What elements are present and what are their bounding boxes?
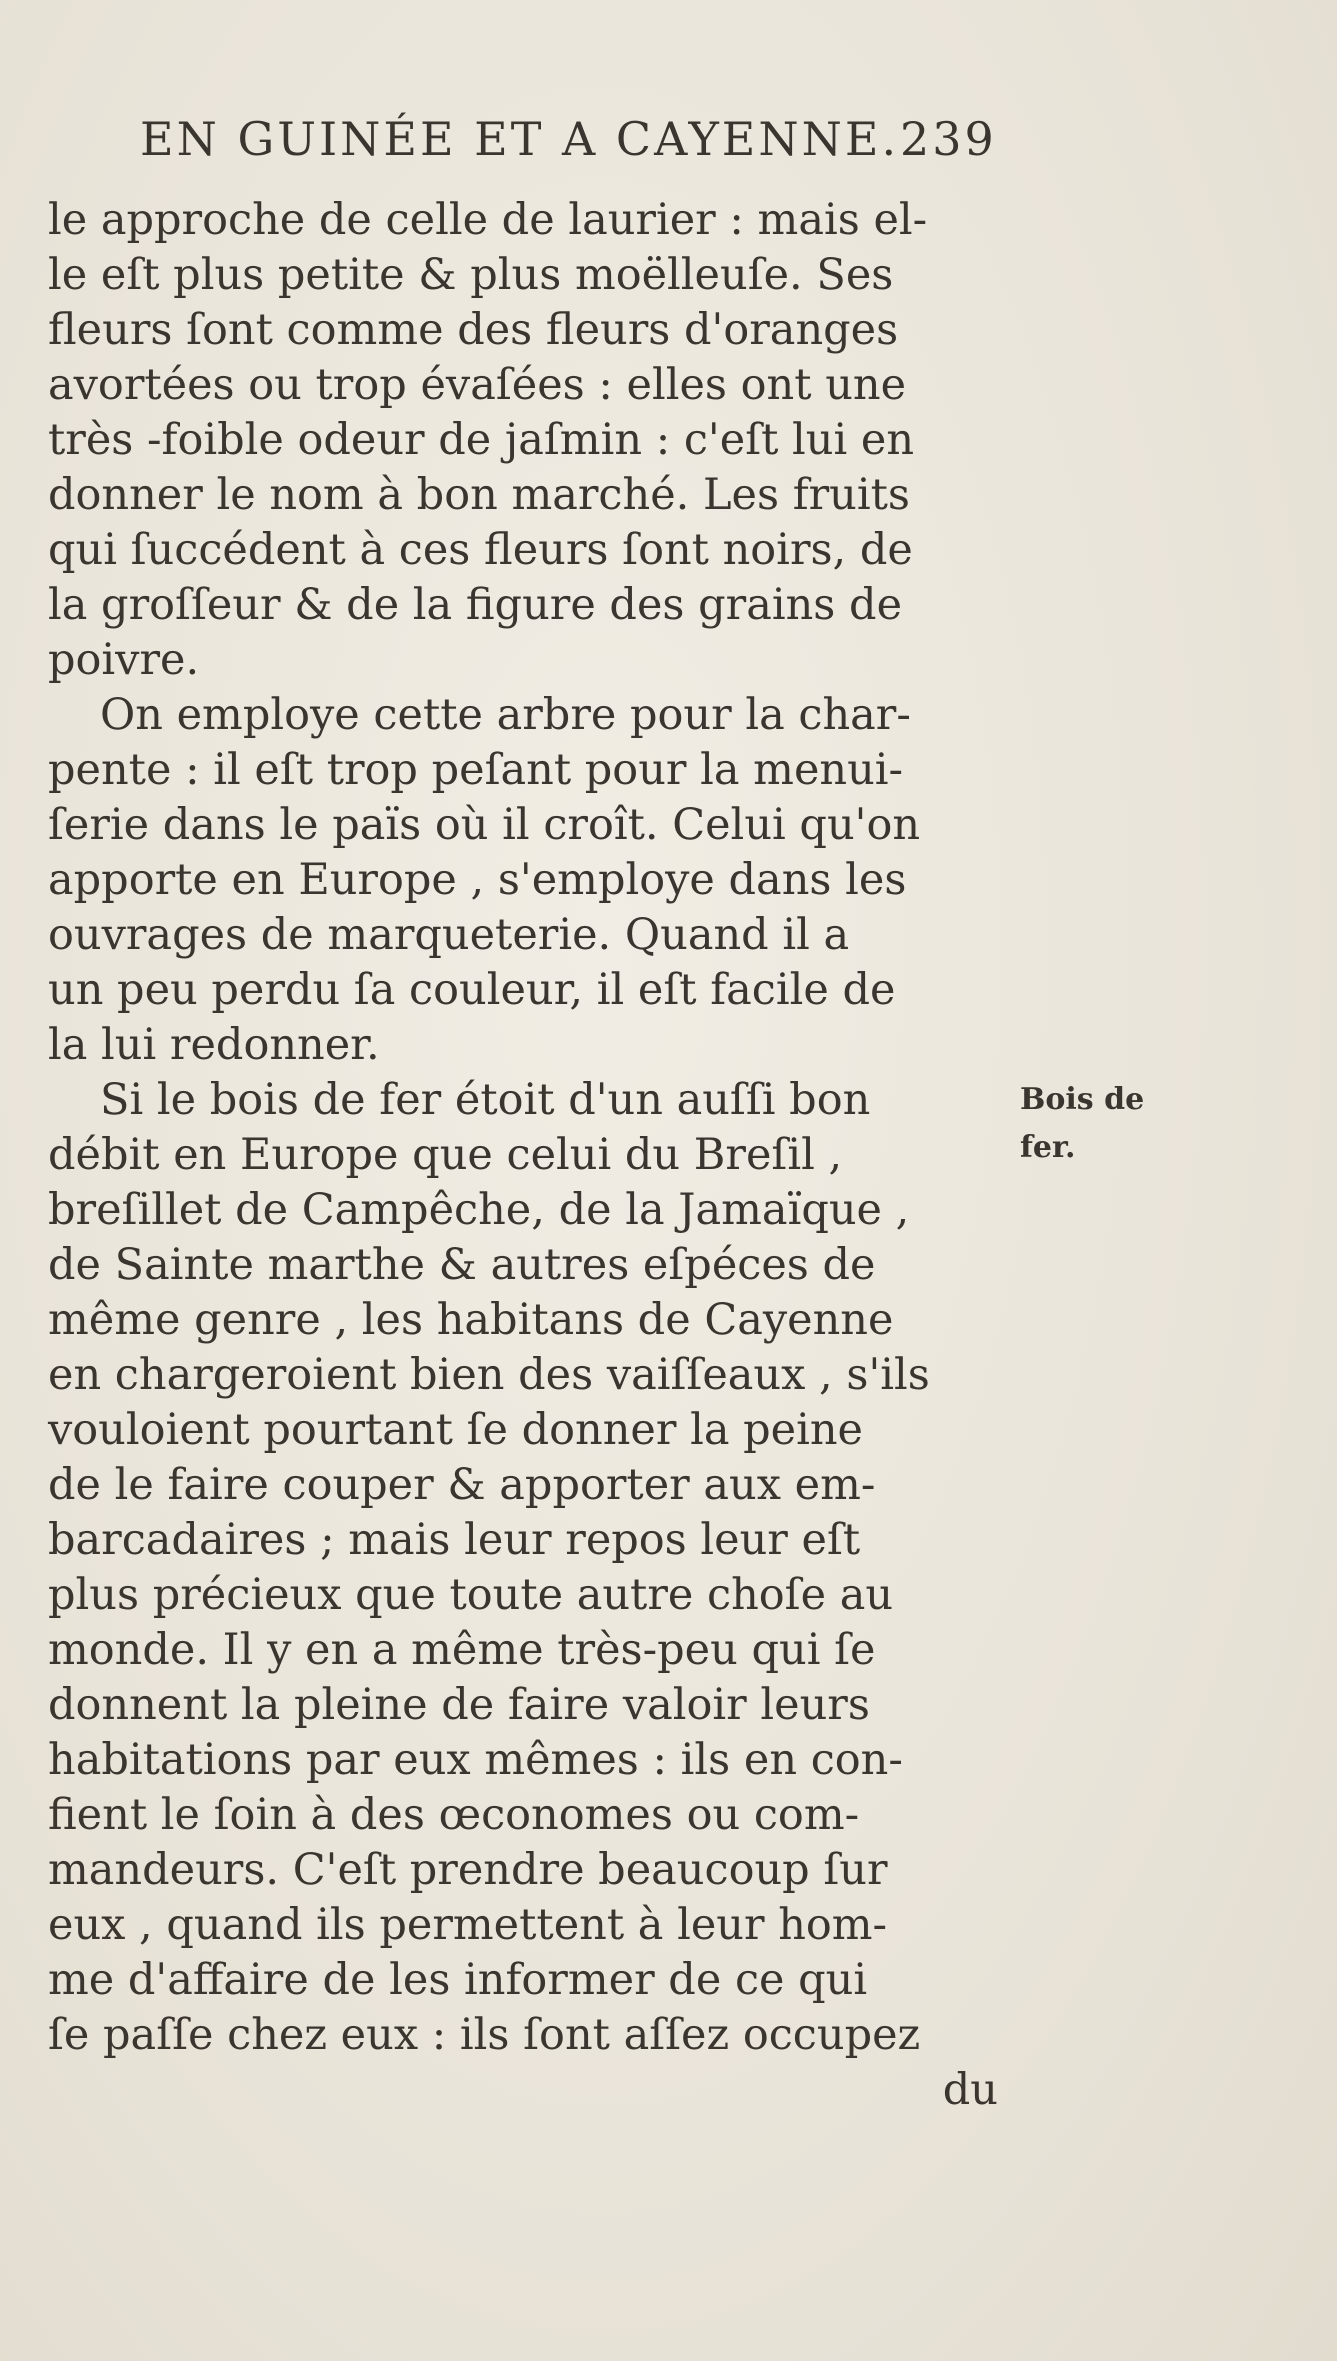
text-line: le approche de celle de laurier : mais el- — [48, 195, 928, 245]
text-line: même genre , les habitans de Cayenne — [48, 1295, 894, 1345]
marginal-note-line: fer. — [1020, 1130, 1076, 1165]
text-line: apporte en Europe , s'employe dans les — [48, 855, 907, 905]
text-line: la groſſeur & de la figure des grains de — [48, 580, 903, 630]
page-number: 239 — [900, 112, 997, 166]
text-line: habitations par eux mêmes : ils en con- — [48, 1735, 903, 1785]
text-line: On employe cette arbre pour la char- — [100, 690, 911, 740]
text-line: Si le bois de fer étoit d'un auſſi bon — [100, 1075, 871, 1125]
running-title: EN GUINÉE ET A CAYENNE. — [140, 112, 900, 166]
marginal-note-line: Bois de — [1020, 1082, 1145, 1117]
body-text — [48, 193, 1008, 2118]
text-line: ſe paſſe chez eux : ils ſont aſſez occupez — [48, 2010, 921, 2060]
text-line: donner le nom à bon marché. Les fruits — [48, 470, 910, 520]
text-line: le eſt plus petite & plus moëlleuſe. Ses — [48, 250, 894, 300]
text-line: la lui redonner. — [48, 1020, 380, 1070]
text-line: eux , quand ils permettent à leur hom- — [48, 1900, 888, 1950]
text-line: fleurs ſont comme des fleurs d'oranges — [48, 305, 899, 355]
marginal-note — [1020, 1076, 1150, 1172]
page-header — [140, 112, 1020, 172]
text-line: poivre. — [48, 635, 200, 685]
text-line: débit en Europe que celui du Breſil , — [48, 1130, 843, 1180]
text-line: ouvrages de marqueterie. Quand il a — [48, 910, 850, 960]
text-line: ſerie dans le païs où il croît. Celui qu'on — [48, 800, 921, 850]
text-line: en chargeroient bien des vaiſſeaux , s'ils — [48, 1350, 930, 1400]
text-line: me d'affaire de les informer de ce qui — [48, 1955, 868, 2005]
text-line: mandeurs. C'eſt prendre beaucoup ſur — [48, 1845, 888, 1895]
text-line: monde. Il y en a même très-peu qui ſe — [48, 1625, 876, 1675]
text-line: barcadaires ; mais leur repos leur eſt — [48, 1515, 861, 1565]
text-line: très -foible odeur de jaſmin : c'eſt lui en — [48, 415, 915, 465]
catchword: du — [942, 2065, 998, 2115]
text-line: plus précieux que toute autre choſe au — [48, 1570, 894, 1620]
text-line: breſillet de Campêche, de la Jamaïque , — [48, 1185, 910, 1235]
text-line: de le faire couper & apporter aux em- — [48, 1460, 876, 1510]
text-line: qui ſuccédent à ces fleurs ſont noirs, de — [48, 525, 913, 575]
text-line: fient le ſoin à des œconomes ou com- — [48, 1790, 860, 1840]
text-line: pente : il eſt trop peſant pour la menui- — [48, 745, 904, 795]
text-line: vouloient pourtant ſe donner la peine — [48, 1405, 864, 1455]
text-line: avortées ou trop évaſées : elles ont une — [48, 360, 907, 410]
text-line: donnent la pleine de faire valoir leurs — [48, 1680, 870, 1730]
text-line: un peu perdu ſa couleur, il eſt facile de — [48, 965, 896, 1015]
text-line: de Sainte marthe & autres eſpéces de — [48, 1240, 876, 1290]
